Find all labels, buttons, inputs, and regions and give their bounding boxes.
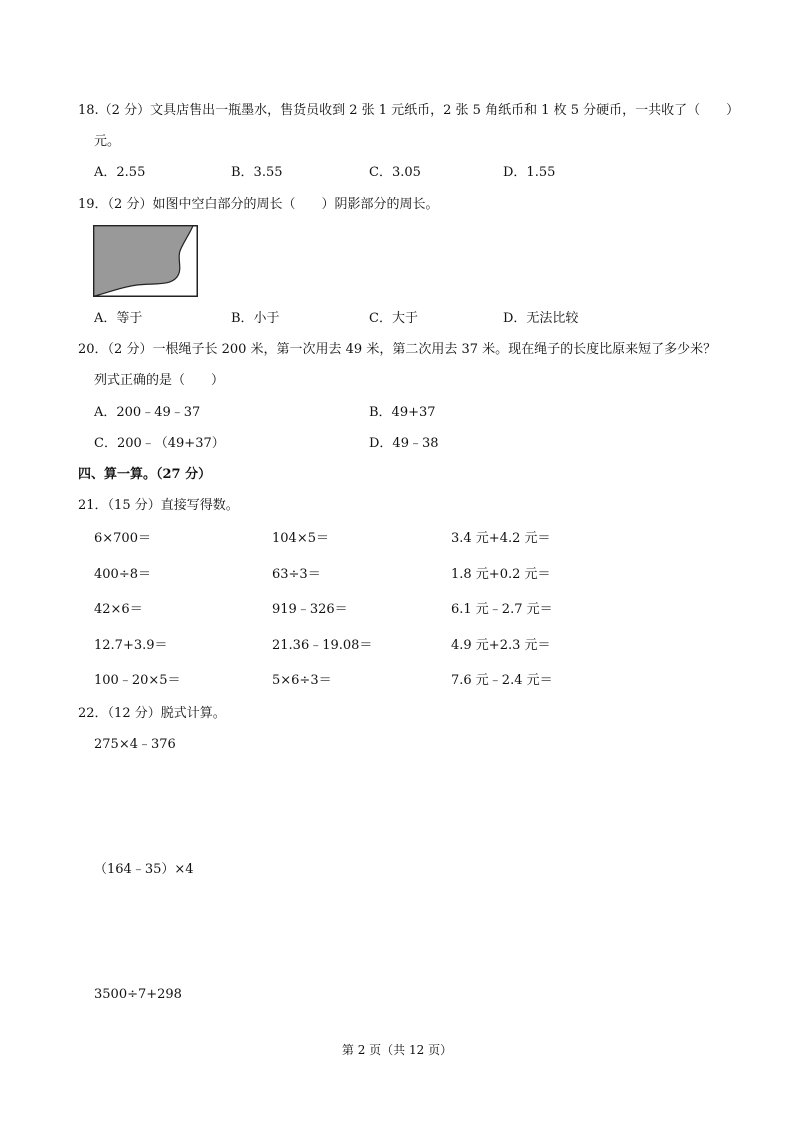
q21-cell: 104×5＝ [272, 531, 329, 546]
q21-cell: 4.9 元+2.3 元＝ [451, 638, 551, 653]
q22-item: （164﹣35）×4 [94, 862, 194, 877]
q19-option-d: D．无法比较 [503, 311, 579, 326]
shaded-rectangle-figure-icon [93, 225, 198, 297]
q18-stem-line2: 元。 [94, 134, 121, 149]
q21-cell: 6×700＝ [94, 531, 151, 546]
q18-option-d: D．1.55 [503, 165, 556, 180]
q19-stem: 19．（2 分）如图中空白部分的周长（ ）阴影部分的周长。 [78, 197, 439, 212]
q21-cell: 100﹣20×5＝ [94, 673, 181, 688]
q20-option-b: B．49+37 [369, 405, 436, 420]
q21-cell: 42×6＝ [94, 602, 143, 617]
q18-option-b: B．3.55 [231, 165, 283, 180]
q21-cell: 12.7+3.9＝ [94, 638, 168, 653]
q19-option-b: B．小于 [231, 311, 280, 326]
q21-cell: 6.1 元﹣2.7 元＝ [451, 602, 553, 617]
q19-option-c: C．大于 [369, 311, 418, 326]
page-footer: 第 2 页（共 12 页） [341, 1043, 453, 1057]
q21-cell: 919﹣326＝ [272, 602, 348, 617]
q20-stem-line2: 列式正确的是（ ） [94, 373, 225, 388]
q22-item: 3500÷7+298 [94, 987, 182, 1002]
q21-cell: 1.8 元+0.2 元＝ [451, 567, 551, 582]
q20-option-c: C．200﹣（49+37） [94, 436, 225, 451]
q21-stem: 21．（15 分）直接写得数。 [78, 498, 239, 513]
q18-option-c: C．3.05 [369, 165, 421, 180]
q21-cell: 5×6÷3＝ [272, 673, 332, 688]
q18-option-a: A．2.55 [94, 165, 146, 180]
q20-option-a: A．200﹣49﹣37 [94, 405, 201, 420]
section-heading: 四、算一算。（27 分） [78, 467, 212, 482]
q22-item: 275×4﹣376 [94, 737, 176, 752]
q20-option-d: D．49﹣38 [369, 436, 439, 451]
q22-stem: 22．（12 分）脱式计算。 [78, 706, 226, 721]
q21-cell: 400÷8＝ [94, 567, 151, 582]
q19-option-a: A．等于 [94, 311, 143, 326]
q21-cell: 21.36﹣19.08＝ [272, 638, 373, 653]
q21-cell: 7.6 元﹣2.4 元＝ [451, 673, 553, 688]
q18-stem-line1: 18.（2 分）文具店售出一瓶墨水，售货员收到 2 张 1 元纸币，2 张 5 角纸币和 1 枚 5 分硬币，一共收了（ ） [78, 103, 740, 118]
q21-cell: 3.4 元+4.2 元＝ [451, 531, 551, 546]
q20-stem-line1: 20．（2 分）一根绳子长 200 米，第一次用去 49 米，第二次用去 37 米。现在绳子的长度比原来短了多少米？ [78, 342, 717, 357]
q21-cell: 63÷3＝ [272, 567, 321, 582]
